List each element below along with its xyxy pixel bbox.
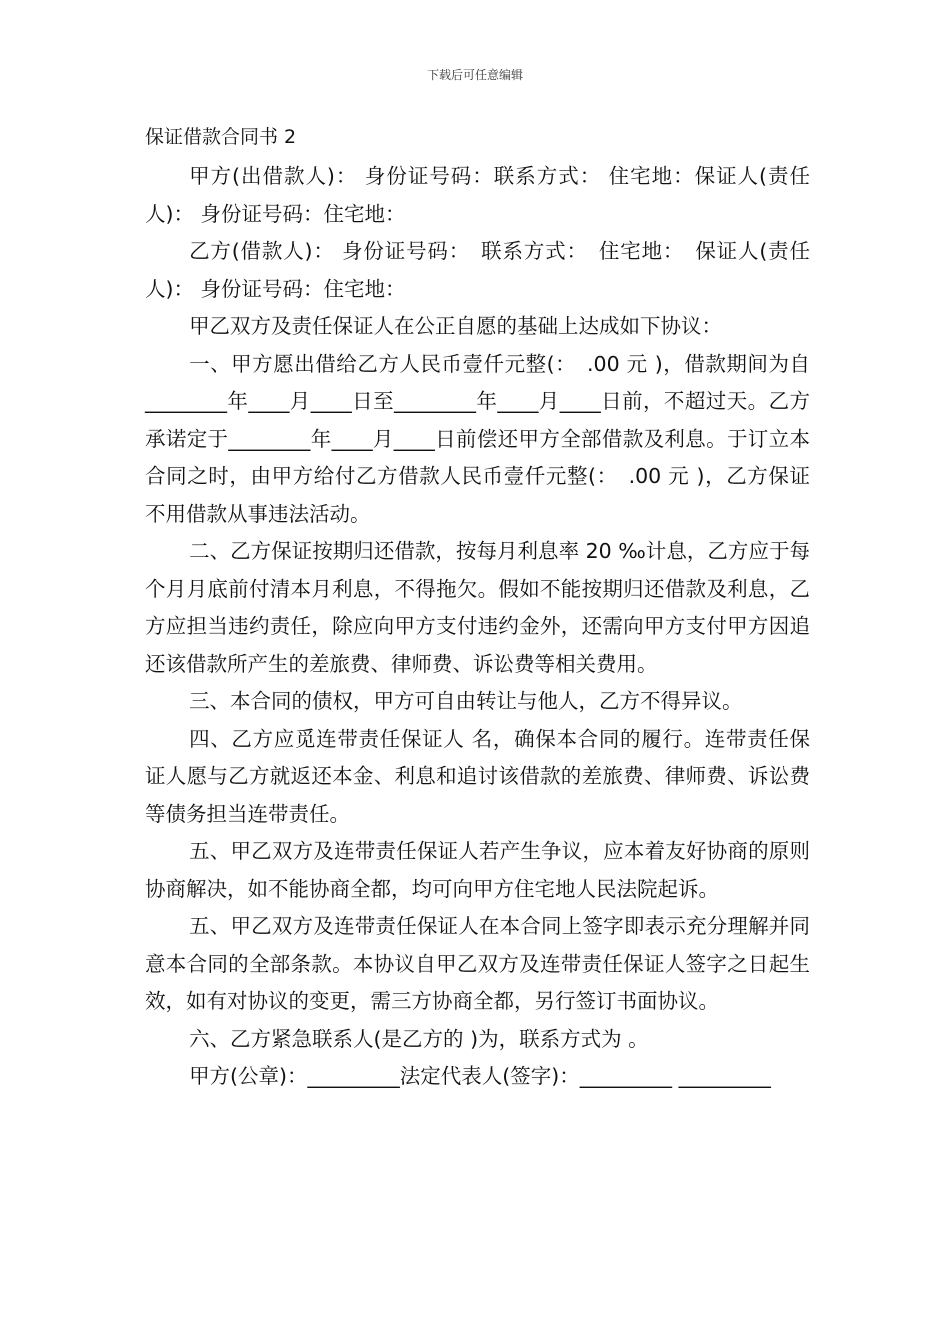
clause-3: 三、本合同的债权，甲方可自由转让与他人，乙方不得异议。: [189, 689, 743, 713]
signature-line: 甲方(公章)：_________法定代表人(签字)：_________ _________: [189, 1064, 771, 1088]
clause-4: 四、乙方应觅连带责任保证人 名，确保本合同的履行。连带责任保证人愿与乙方就返还本金、利息和追讨该借款的差旅费、律师费、诉讼费等债务担当连带责任。: [145, 726, 810, 826]
clause-2: 二、乙方保证按期归还借款，按每月利息率 20 ‰计息，乙方应于每个月月底前付清本月利息，不得拖欠。假如不能按期归还借款及利息，乙方应担当违约责任，除应向甲方支付违约金外，还需向甲方支付甲方因追还该借款所产生的差旅费、律师费、诉讼费等相关费用。: [145, 539, 810, 676]
contract-document: [145, 122, 810, 1096]
party-a-info: 甲方(出借款人)： 身份证号码：联系方式： 住宅地：保证人(责任人)： 身份证号码：住宅地：: [145, 164, 810, 226]
clause-6: 六、乙方紧急联系人(是乙方的 )为，联系方式为 。: [189, 1026, 649, 1051]
document-title: 保证借款合同书 2: [145, 126, 297, 148]
page-header: 下载后可任意编辑: [426, 68, 523, 82]
clause-5b: 五、甲乙双方及连带责任保证人在本合同上签字即表示充分理解并同意本合同的全部条款。本协议自甲乙双方及连带责任保证人签字之日起生效，如有对协议的变更，需三方协商全都，另行签订书面协议。: [145, 914, 810, 1013]
clause-5a: 五、甲乙双方及连带责任保证人若产生争议，应本着友好协商的原则协商解决，如不能协商全都，均可向甲方住宅地人民法院起诉。: [145, 839, 810, 901]
agreement-intro: 甲乙双方及责任保证人在公正自愿的基础上达成如下协议：: [189, 314, 723, 338]
clause-1: 一、甲方愿出借给乙方人民币壹仟元整(： .00 元 )，借款期间为自________年____月____日至________年____月____日前，不超过天。乙方承诺定于________年____月____日前偿还甲方全部借款及利息。于订立本合同之时，由甲方给付乙方借款人民币壹仟元整(： .00 元 )，乙方保证不用借款从事违法活动。: [145, 351, 810, 526]
party-b-info: 乙方(借款人)： 身份证号码： 联系方式： 住宅地： 保证人(责任人)： 身份证号码：住宅地：: [145, 239, 810, 301]
